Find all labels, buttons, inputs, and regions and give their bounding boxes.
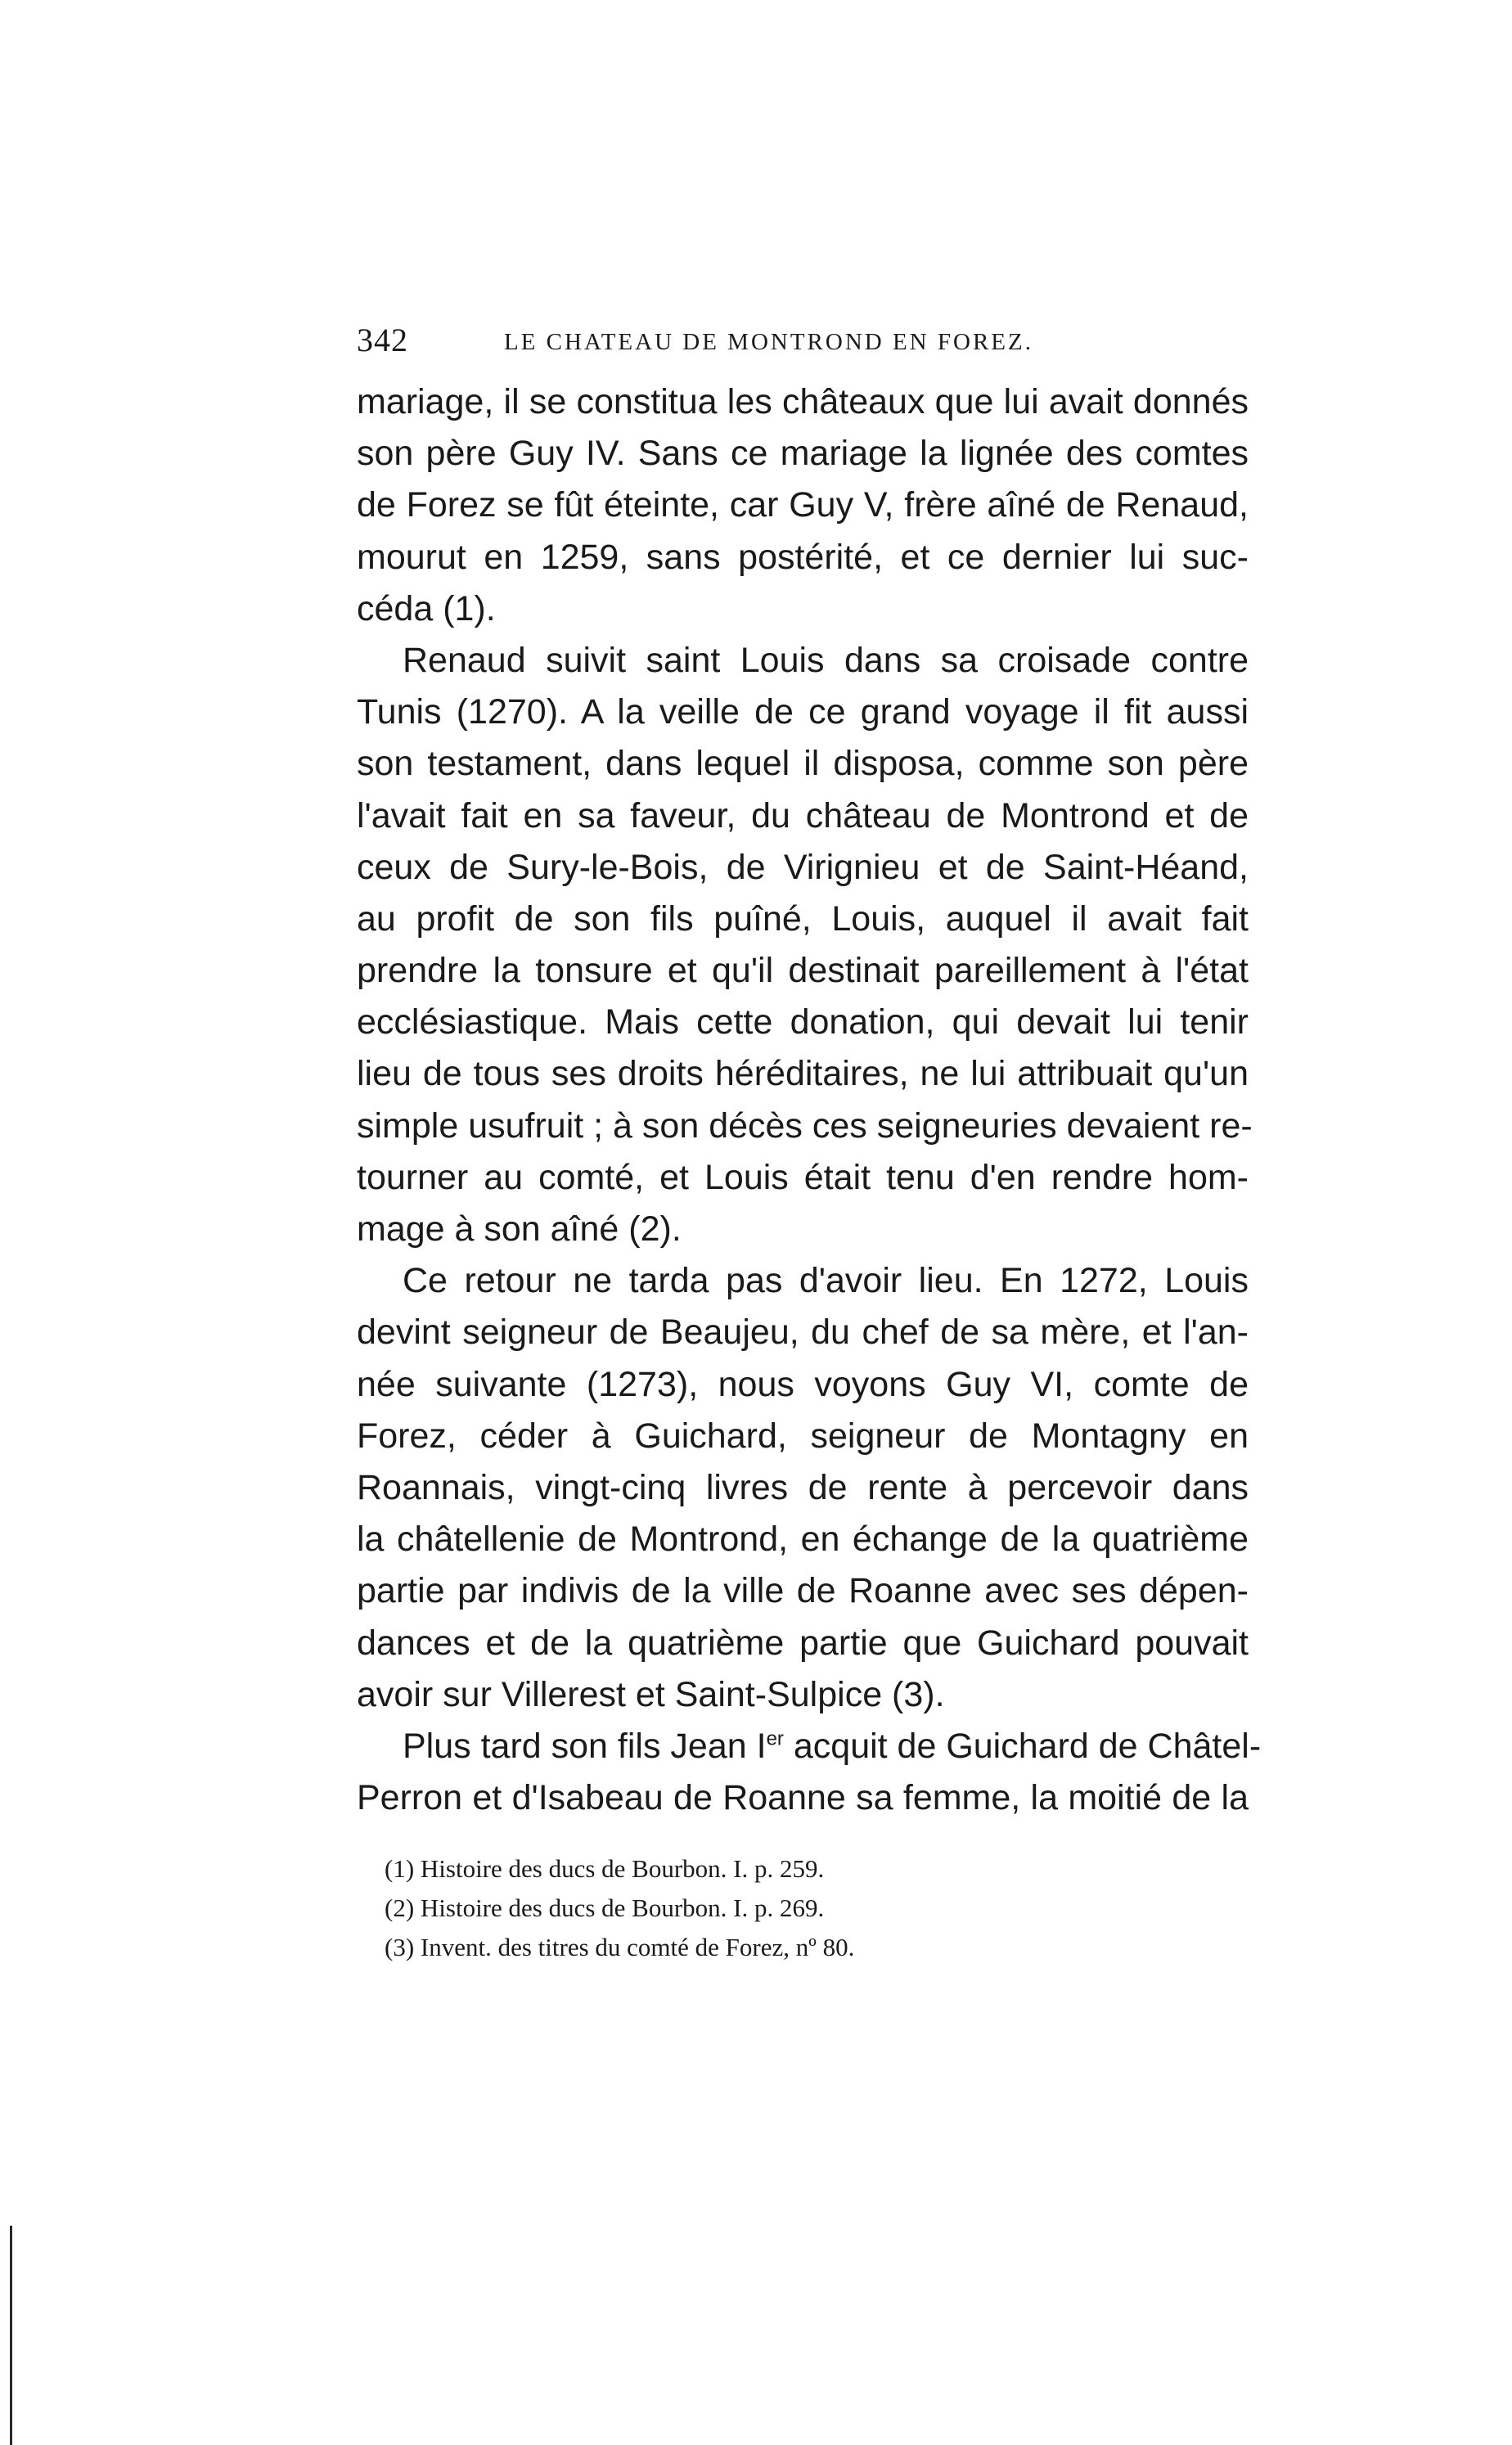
text-line: Forez, céder à Guichard, seigneur de Montagny en bbox=[357, 1416, 1249, 1456]
text-line: son père Guy IV. Sans ce mariage la lignée des comtes bbox=[357, 434, 1249, 474]
text-line: l'avait fait en sa faveur, du château de Montrond et de bbox=[357, 795, 1249, 835]
scan-margin-line bbox=[10, 2226, 12, 2445]
text-line: ceux de Sury-le-Bois, de Virignieu et de Saint-Héand, bbox=[357, 847, 1249, 887]
text-line: son testament, dans lequel il disposa, comme son père bbox=[357, 744, 1249, 784]
text-line: de Forez se fût éteinte, car Guy V, frère aîné de Renaud, bbox=[357, 485, 1249, 525]
text-line: lieu de tous ses droits héréditaires, ne lui attribuait qu'un bbox=[357, 1054, 1249, 1094]
body-text bbox=[357, 376, 1262, 1824]
running-title: LE CHATEAU DE MONTROND EN FOREZ. bbox=[504, 329, 1033, 355]
footnotes bbox=[385, 1849, 1121, 1967]
text-line: mourut en 1259, sans postérité, et ce dernier lui suc- bbox=[357, 537, 1249, 577]
text-line: prendre la tonsure et qu'il destinait pareillement à l'état bbox=[357, 951, 1249, 991]
text-line: dances et de la quatrième partie que Guichard pouvait bbox=[357, 1623, 1249, 1663]
footnote: (3) Invent. des titres du comté de Forez, nº 80. bbox=[385, 1933, 855, 1961]
line-start: Plus tard son fils Jean I bbox=[403, 1726, 767, 1766]
line-end: acquit de Guichard de Châtel- bbox=[793, 1726, 1262, 1766]
text-line: Perron et d'Isabeau de Roanne sa femme, la moitié de la bbox=[357, 1778, 1249, 1818]
footnote: (2) Histoire des ducs de Bourbon. I. p. 269. bbox=[385, 1893, 825, 1922]
text-line: Tunis (1270). A la veille de ce grand voyage il fit aussi bbox=[357, 692, 1249, 732]
page-number: 342 bbox=[357, 322, 408, 358]
text-line: tourner au comté, et Louis était tenu d'en rendre hom- bbox=[357, 1157, 1249, 1197]
footnote: (1) Histoire des ducs de Bourbon. I. p. 259. bbox=[385, 1854, 825, 1883]
text-line: simple usufruit ; à son décès ces seigneuries devaient re- bbox=[357, 1105, 1253, 1146]
text-line: née suivante (1273), nous voyons Guy VI, comte de bbox=[357, 1364, 1249, 1404]
text-line: la châtellenie de Montrond, en échange de la quatrième bbox=[357, 1520, 1249, 1560]
text-line: ecclésiastique. Mais cette donation, qui devait lui tenir bbox=[357, 1002, 1249, 1042]
text-line bbox=[357, 1721, 1262, 1772]
superscript: er bbox=[766, 1727, 784, 1750]
text-line: mariage, il se constitua les châteaux que lui avait donnés bbox=[357, 382, 1249, 421]
text-line: au profit de son fils puîné, Louis, auquel il avait fait bbox=[357, 898, 1249, 939]
running-head bbox=[357, 321, 1249, 367]
text-line: devint seigneur de Beaujeu, du chef de sa mère, et l'an- bbox=[357, 1313, 1249, 1353]
text-line: avoir sur Villerest et Saint-Sulpice (3). bbox=[357, 1674, 945, 1714]
text-line: Roannais, vingt-cinq livres de rente à percevoir dans bbox=[357, 1467, 1249, 1507]
text-line: Renaud suivit saint Louis dans sa croisade contre bbox=[403, 640, 1249, 680]
text-line: Ce retour ne tarda pas d'avoir lieu. En 1272, Louis bbox=[403, 1261, 1249, 1301]
text-line: céda (1). bbox=[357, 588, 496, 628]
text-line: mage à son aîné (2). bbox=[357, 1209, 682, 1249]
text-line: partie par indivis de la ville de Roanne avec ses dépen- bbox=[357, 1571, 1249, 1611]
